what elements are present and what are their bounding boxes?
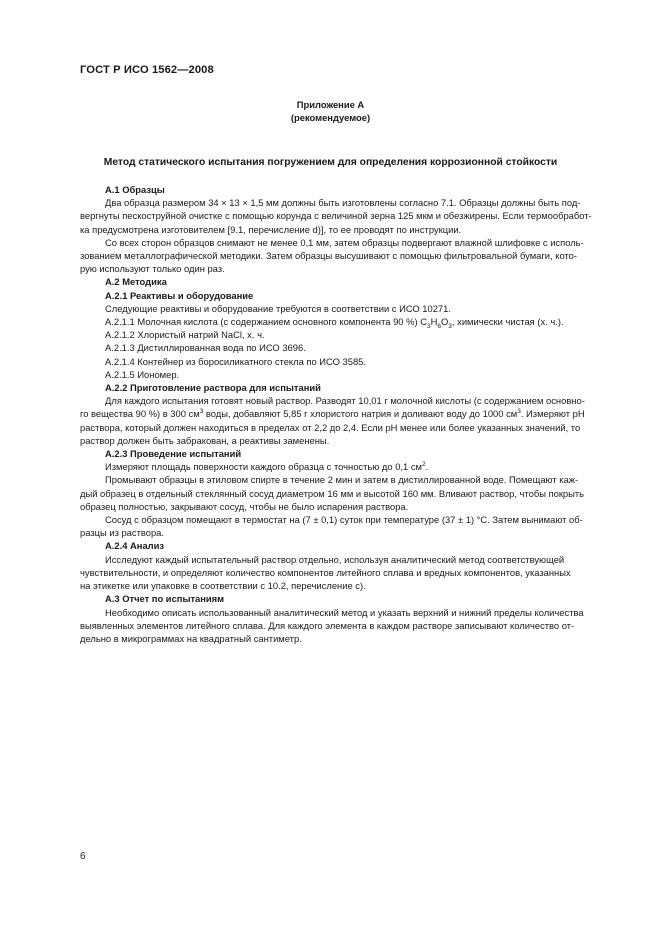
item-a214: А.2.1.4 Контейнер из боросиликатного стекла по ИСО 3585. [105,355,366,367]
paragraph-line: вергнуты пескоструйной очистке с помощью корунда с величиной зерна 125 мкм и обезжирены. Если термообработ- [80,210,592,222]
paragraph-line: Сосуд с образцом помещают в термостат на (7 ± 0,1) суток при температуре (37 ± 1) °С. Затем вынимают об- [105,514,583,526]
subscript: 3 [426,322,431,330]
paragraph-line: на этикетке или упаковке в соответствии с 10.2, перечисление с). [80,580,366,592]
paragraph-line: Необходимо описать использованный аналитический метод и указать верхний и нижний пределы количества [105,606,584,618]
text-fragment: . [425,461,429,473]
superscript: 3 [199,408,204,416]
paragraph-line: Исследуют каждый испытательный раствор отдельно, используя аналитический метод соответствующей [105,553,565,565]
paragraph-line: зованием металлографической методики. Затем образцы высушивают с помощью фильтровальной бумаги, кото- [80,250,577,262]
annex-heading [0,99,661,124]
superscript: 3 [517,408,521,416]
section-a21-heading: А.2.1 Реактивы и оборудование [105,289,254,301]
text-fragment: H [430,316,438,328]
paragraph-line: чувствительности, и определяют количество компонентов литейного сплава и вредных компонентов, указанных [80,566,571,578]
paragraph-line: Для каждого испытания готовят новый раствор. Разводят 10,01 г молочной кислоты (с содержанием основно- [105,395,585,407]
paragraph-line: Со всех сторон образцов снимают не менее 0,1 мм, затем образцы подвергают влажной шлифовке с исполь- [105,236,584,248]
paragraph-line: Следующие реактивы и оборудование требуются в соответствии с ИСО 10271. [105,302,451,314]
superscript: 2 [421,461,426,469]
paragraph-line: рую используют только один раз. [80,263,225,275]
section-a22-heading: А.2.2 Приготовление раствора для испытаний [105,382,321,394]
text-fragment: воды, добавляют 5,85 г хлористого натрия и доливают воду до 1000 см [203,408,518,420]
item-a213: А.2.1.3 Дистиллированная вода по ИСО 3696. [105,342,306,354]
section-a23-heading: А.2.3 Проведение испытаний [105,448,242,460]
item-a212: А.2.1.2 Хлористый натрий NaCl, х. ч. [105,329,265,341]
paragraph-line: разцы из раствора. [80,527,165,539]
text-fragment: , химически чистая (х. ч.). [451,316,564,328]
section-a1-heading: А.1 Образцы [105,184,165,195]
section-a24-heading: А.2.4 Анализ [105,540,165,552]
paragraph-line: Промывают образцы в этиловом спирте в течение 2 мин и затем в дистиллированной воде. Помещают каж- [105,474,579,486]
document-title: Метод статического испытания погружением для определения коррозионной стойкости [103,157,558,168]
subscript: 6 [437,322,441,330]
subscript: 3 [448,322,452,330]
paragraph-line [80,407,613,420]
text-fragment: Измеряют площадь поверхности каждого образца с точностью до 0,1 см [105,461,422,473]
paragraph-line: Два образца размером 34 × 13 × 1,5 мм должны быть изготовлены согласно 7.1. Образцы должны быть под- [105,197,581,209]
standard-code: ГОСТ Р ИСО 1562—2008 [80,64,214,76]
paragraph-line: образец полностью, закрывают сосуд, чтобы не было испарения раствора. [80,500,409,512]
text-fragment: А.2.1.1 Молочная кислота (с содержанием основного компонента 90 %) C [105,316,427,328]
paragraph-line: выявленных элементов литейного сплава. Для каждого элемента в каждом растворе записывают количество от- [80,619,575,631]
section-a2-heading: А.2 Методика [105,276,167,288]
paragraph-line: ка предусмотрена изготовителем [9.1, перечисление d)], то ее проводят по инструкции. [80,223,462,235]
paragraph-line: дельно в микрограммах на квадратный сантиметр. [80,632,302,644]
paragraph-line: раствора, который должен находиться в пределах от 2,2 до 2,4. Если pH менее или более указанных значений, то [80,421,581,433]
text-fragment: го вещества 90 %) в 300 см [80,408,200,420]
item-a211 [80,315,613,328]
paragraph-line: дый образец в отдельный стеклянный сосуд диаметром 16 мм и высотой 160 мм. Вливают раствор, чтобы покрыть [80,487,585,499]
section-a3-heading: А.3 Отчет по испытаниям [105,593,225,605]
annex-status: (рекомендуемое) [290,111,371,123]
paragraph-line: раствор должен быть забракован, а реактивы заменены. [80,434,330,446]
document-body [80,183,613,645]
item-a215: А.2.1.5 Иономер. [105,368,180,380]
text-fragment: . Измеряют pH [520,408,585,420]
paragraph-line [80,460,613,473]
annex-title: Приложение А [296,99,365,110]
text-fragment: O [441,316,449,328]
page-number: 6 [80,851,86,862]
